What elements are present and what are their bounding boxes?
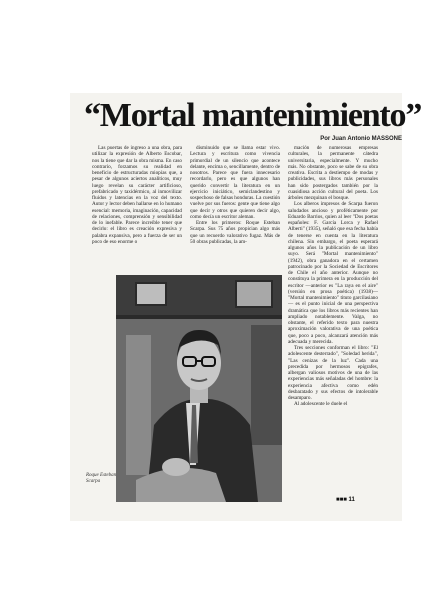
photo-caption: Roque Esteban Scarpa	[86, 473, 117, 484]
text-column-3	[288, 145, 378, 505]
paragraph: Entre los primeros: Roque Esteban Scarpa. Sus 75 años propician algo más que un recuerdo valorativo fugaz. Más de 50 obras publicadas, la am-	[190, 220, 280, 245]
portrait-illustration	[116, 275, 282, 502]
paragraph: Las puertas de ingreso a una obra, para utilizar la expresión de Alberto Escobar, nos la tiene que dar la obra misma. En caso contrario, forzamos su realidad en beneficio de estructuradas miopías que, a pesar de algunos aciertos analíticos, muy luego revelan su carácter artificioso, prefabricado y taxidérmico, al inmovilizar fluidos y latencias en la voz del texto. Autor y lector deben hallarse en lo humano esencial: memoria, imaginación, capacidad de relaciones, comprensión y sensibilidad de lo inefable. Parece increíble tener que decirlo: el libro es creación expresiva y palabra expansiva, pero a fuerza de ser un poco de eso enorme o	[92, 145, 182, 245]
author-portrait-photo	[116, 275, 282, 502]
paragraph: Al adolescente le duele el	[294, 401, 348, 408]
paragraph: Los alberos impresos de Scarpa fueron saludados ancioso y proféticamente por Eduardo Barrios, quien al leer "Dos poetas españoles: F. García Lorca y Rafael Alberti" (1935), señaló que esa fecha había de tenerse en cuenta en la literatura chilena. Sin embargo, el poeta esperará algunos años la publicación de un libro suyo. Será "Mortal mantenimiento" (1942), obra ganadora en el certamen patrocinado por la Sociedad de Escritores de Chile el año anterior. Aunque no constituya la primera en la producción del escritor —anterior es "La raya en el aire" (versión en prosa poética) (1938)— "Mortal mantenimiento" tituto garcilasiano— es el punto inicial de una perspectiva dramática que los libros más recientes han ampliado notablemente. Valga, no obstante, el referido texto para nuestra aproximación valorativa de una poética que, poco a poco, alcanzará atención más adecuada y merecida.	[288, 201, 378, 345]
article-byline: Por Juan Antonio MASSONE	[320, 136, 402, 142]
paragraph: Tres secciones conforman el libro: "El adolescente desterrado", "Soledad herida", "Las cenizas de la luz". Cada una precedida por hermosos epígrafes, albergan valiosos motivos de una de las experiencias más señaladas del hombre: la experiencia afectiva como edén desbaratado y sus efectos de intolerable desamparo.	[288, 345, 378, 401]
paragraph: mación de numerosas empresas culturales, la permanente cátedra universitaria, especialmente. Y mucho más. No obstante, poco se sabe de su obra creativa. Escrita a destiempo de modas y publicidades, sus libros más personales han sido postergados también por la cuasidiosa acción cultural del poeta. Los árboles mezquinan el bosque.	[288, 145, 378, 201]
text-column-2	[190, 145, 280, 273]
paragraph: disminuido que se llama estar vivo. Lectura y escritura como vivencia primordial de un silencio que acontece delante, encima o, sencillamente, dentro de nosotros. Parece que fuera innecesario recordarlo, pero es que algunos han querido convertir la literatura en un ejercicio iniciático, semiclandestino y sospechoso de falsas honduras. La cuestión vuelve por sus fueros: gente que tiene algo que decir y otros que quieren decir algo, como decía un escritor aleman.	[190, 145, 280, 220]
end-mark: ■■■ 11	[336, 497, 355, 503]
article-headline: “Mortal mantenimiento”	[84, 97, 422, 134]
